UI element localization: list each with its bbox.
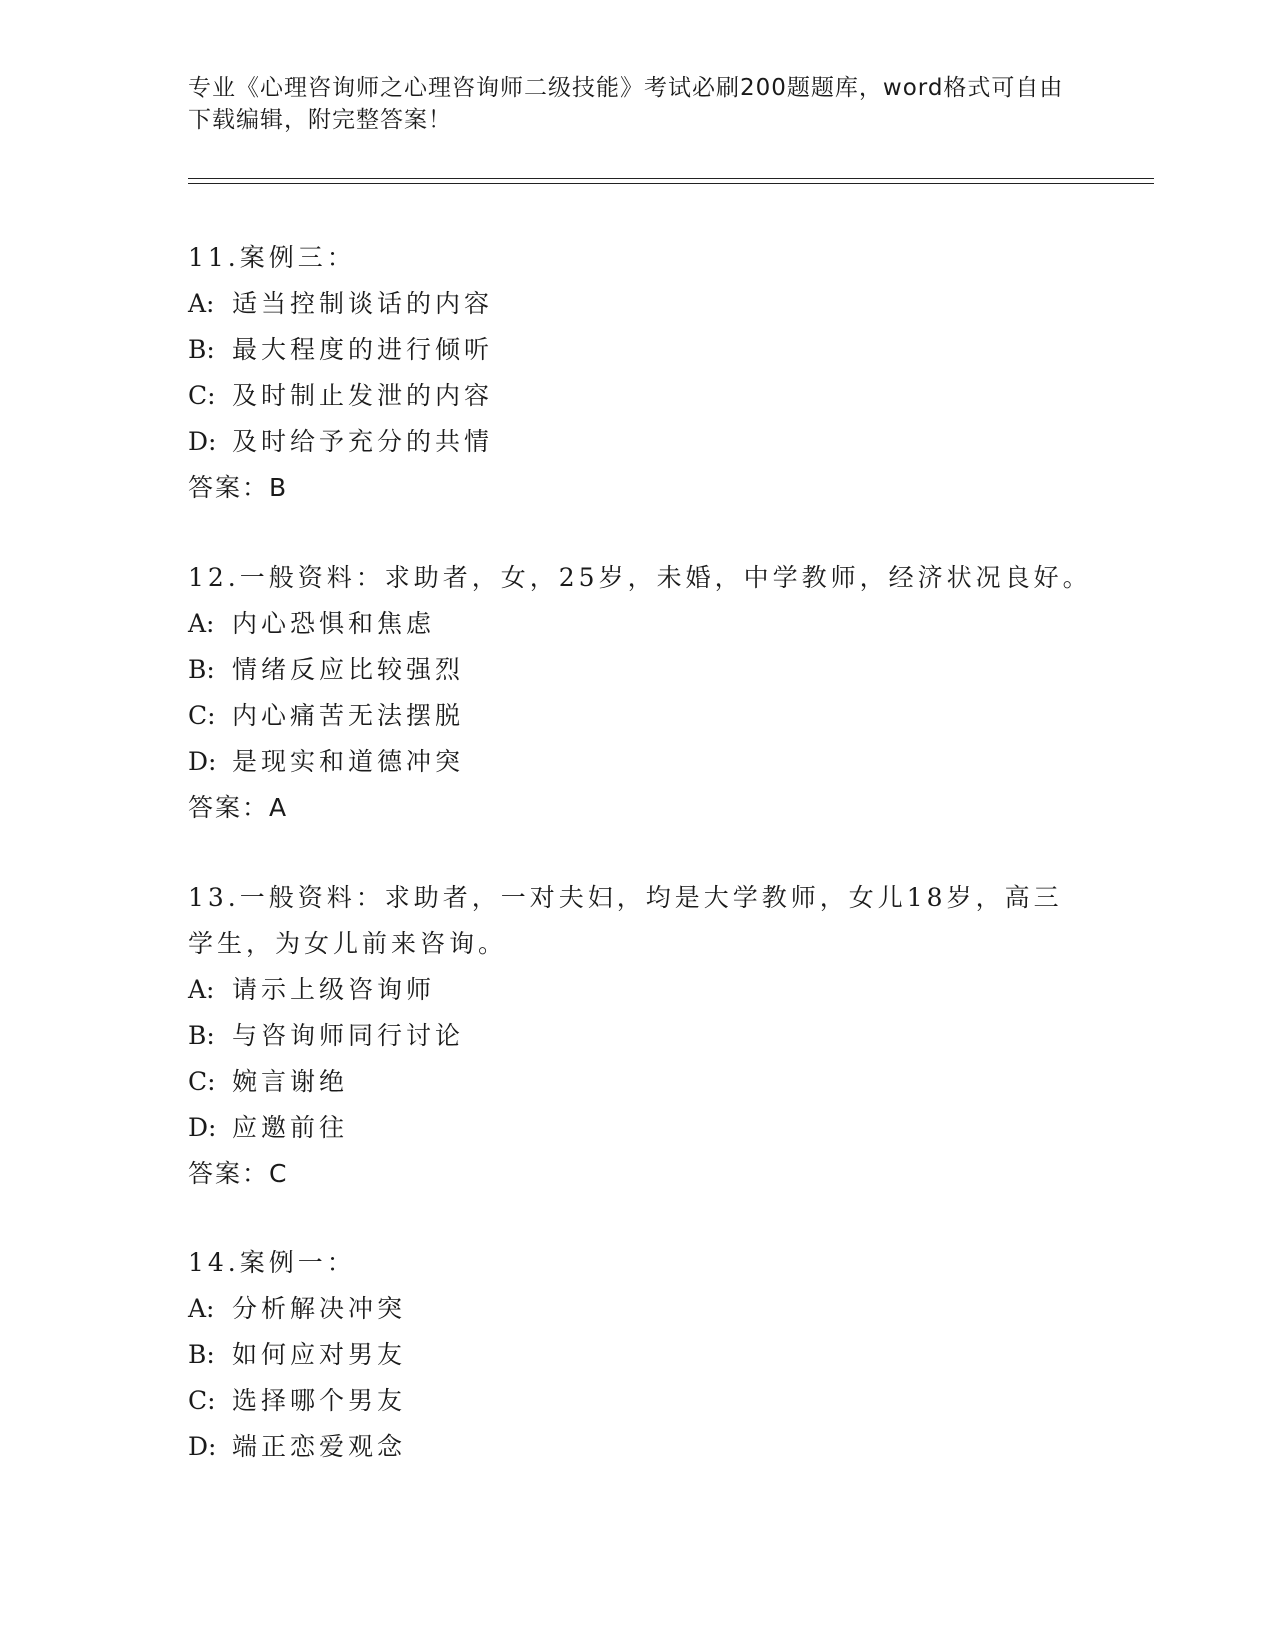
header-divider-bottom (188, 183, 1154, 184)
option-b (188, 327, 1088, 373)
option-a (188, 967, 1088, 1013)
option-text: 请示上级咨询师 (232, 975, 436, 1004)
option-text: 内心恐惧和焦虑 (232, 609, 436, 638)
question-14 (188, 1240, 1088, 1470)
answer: 答案：C (188, 1159, 289, 1188)
option-text: 选择哪个男友 (232, 1386, 407, 1415)
option-text: 及时给予充分的共情 (232, 427, 494, 456)
option-text: 端正恋爱观念 (232, 1432, 407, 1461)
option-a (188, 281, 1088, 327)
option-letter: C: (188, 701, 216, 730)
option-b (188, 647, 1088, 693)
option-d (188, 1105, 1088, 1151)
option-c (188, 1378, 1088, 1424)
option-b (188, 1013, 1088, 1059)
option-letter: D: (188, 427, 217, 456)
option-text: 情绪反应比较强烈 (232, 655, 465, 684)
document-header: 专业《心理咨询师之心理咨询师二级技能》考试必刷200题题库，word格式可自由下载编辑，附完整答案！ (188, 75, 1064, 133)
option-letter: B: (188, 335, 215, 364)
option-c (188, 693, 1088, 739)
question-title: 14.案例一： (188, 1248, 356, 1277)
option-letter: B: (188, 1021, 215, 1050)
header-divider-top (188, 178, 1154, 179)
option-text: 婉言谢绝 (232, 1067, 349, 1096)
option-text: 适当控制谈话的内容 (232, 289, 494, 318)
option-letter: C: (188, 1386, 216, 1415)
option-letter: C: (188, 1067, 216, 1096)
option-letter: D: (188, 747, 217, 776)
question-13 (188, 875, 1088, 1197)
option-letter: D: (188, 1432, 217, 1461)
option-b (188, 1332, 1088, 1378)
option-text: 内心痛苦无法摆脱 (232, 701, 465, 730)
option-letter: A: (188, 1294, 215, 1323)
option-d (188, 739, 1088, 785)
option-text: 应邀前往 (232, 1113, 349, 1142)
option-d (188, 1424, 1088, 1470)
question-title: 13.一般资料：求助者，一对夫妇，均是大学教师，女儿18岁，高三学生，为女儿前来咨询。 (188, 883, 1063, 958)
option-letter: B: (188, 655, 215, 684)
option-letter: B: (188, 1340, 215, 1369)
option-letter: A: (188, 609, 215, 638)
option-text: 及时制止发泄的内容 (232, 381, 494, 410)
option-text: 最大程度的进行倾听 (232, 335, 494, 364)
question-11 (188, 235, 1088, 511)
answer: 答案：A (188, 793, 289, 822)
option-c (188, 1059, 1088, 1105)
option-letter: A: (188, 975, 215, 1004)
question-12 (188, 555, 1092, 831)
option-text: 与咨询师同行讨论 (232, 1021, 465, 1050)
option-a (188, 601, 1088, 647)
option-letter: A: (188, 289, 215, 318)
option-a (188, 1286, 1088, 1332)
option-c (188, 373, 1088, 419)
option-text: 如何应对男友 (232, 1340, 407, 1369)
option-d (188, 419, 1088, 465)
question-title: 11.案例三： (188, 243, 356, 272)
option-letter: D: (188, 1113, 217, 1142)
question-title: 12.一般资料：求助者，女，25岁，未婚，中学教师，经济状况良好。 (188, 563, 1092, 592)
option-letter: C: (188, 381, 216, 410)
option-text: 分析解决冲突 (232, 1294, 407, 1323)
answer: 答案：B (188, 473, 289, 502)
option-text: 是现实和道德冲突 (232, 747, 465, 776)
